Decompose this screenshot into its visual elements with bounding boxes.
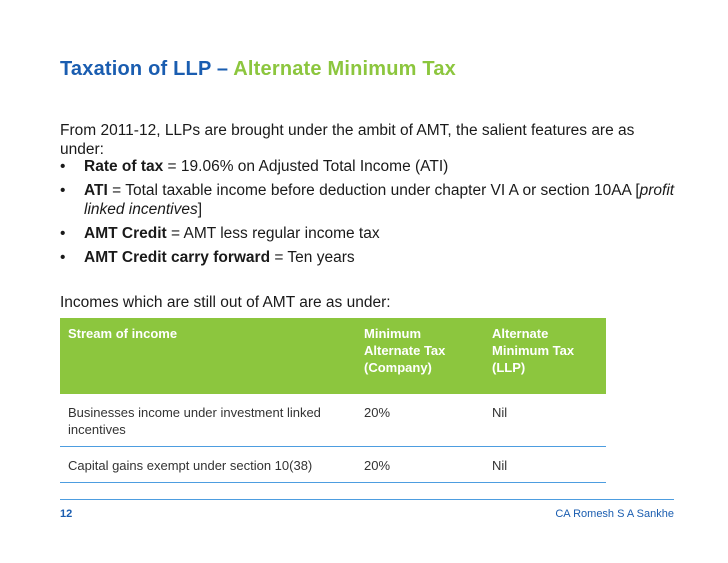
table-cell: 20% [356,394,484,447]
page-number: 12 [60,508,73,520]
title-subtitle: Alternate Minimum Tax [233,58,457,80]
bullet-amt-credit [60,224,680,243]
amt-table [60,318,606,483]
bullet-italic-text: profit linked incentives [84,182,675,218]
bullet-label: ATI [84,182,108,199]
footer-author: CA Romesh S A Sankhe [555,508,674,520]
table-cell: 20% [356,447,484,483]
header-amt-llp: Alternate Minimum Tax (LLP) [484,318,606,394]
bullet-text: = AMT less regular income tax [166,225,380,242]
bullet-rate-of-tax [60,157,680,176]
table-cell: Nil [484,447,606,483]
table-cell: Capital gains exempt under section 10(38) [60,447,356,483]
footer-divider [60,499,674,500]
slide-title [60,58,456,81]
bullet-dot-icon: • [60,158,66,175]
intro-text: From 2011-12, LLPs are brought under the ambit of AMT, the salient features are as under: [60,122,635,158]
bullet-tail: ] [197,201,203,218]
bullet-ati [60,181,680,219]
table-row [60,394,606,447]
title-main: Taxation of LLP – [60,58,229,80]
incomes-heading: Incomes which are still out of AMT are as under: [60,294,391,311]
table-row [60,447,606,483]
bullet-dot-icon: • [60,182,66,199]
bullet-text: = Total taxable income before deduction under chapter VI A or section 10AA [ [107,182,640,199]
bullet-text: = 19.06% on Adjusted Total Income (ATI) [163,158,449,175]
bullet-label: AMT Credit [84,225,167,242]
bullet-dot-icon: • [60,249,66,266]
table-cell: Businesses income under investment linked incentives [60,394,356,447]
header-mat-company: Minimum Alternate Tax (Company) [356,318,484,394]
bullet-text: = Ten years [270,249,355,266]
bullet-label: AMT Credit carry forward [84,249,271,266]
table-header-row [60,318,606,394]
feature-list [60,157,680,272]
header-stream-of-income: Stream of income [60,318,356,394]
bullet-amt-credit-carry-forward [60,248,680,267]
bullet-label: Rate of tax [84,158,164,175]
table-cell: Nil [484,394,606,447]
bullet-dot-icon: • [60,225,66,242]
